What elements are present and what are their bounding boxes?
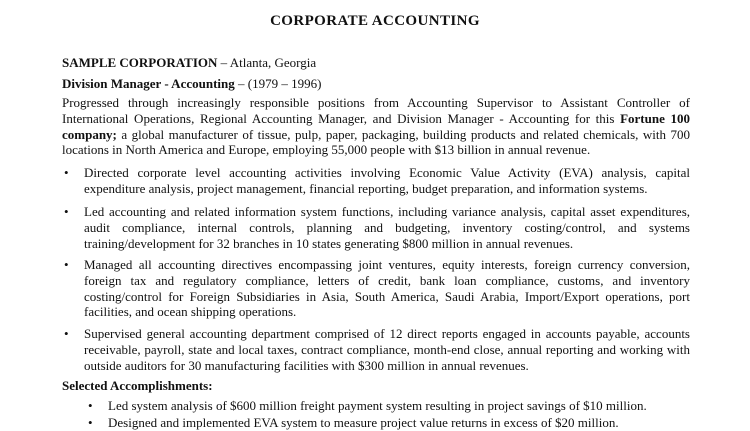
bullet-item — [62, 204, 690, 251]
accomplishment-item — [88, 415, 688, 431]
bullet-item — [62, 165, 690, 197]
bullet-icon: • — [88, 398, 93, 413]
position-separator: – — [234, 76, 248, 91]
accomplishments-heading: Selected Accomplishments: — [62, 378, 213, 393]
position-role: Division Manager - Accounting — [62, 76, 235, 91]
accomplishment-text: Designed and implemented EVA system to measure project value returns in excess of $20 million. — [108, 415, 619, 430]
bullet-icon: • — [64, 165, 69, 180]
company-line — [62, 55, 316, 71]
bullet-icon: • — [64, 204, 69, 219]
company-separator: – — [217, 55, 230, 70]
company-location: Atlanta, Georgia — [229, 55, 317, 70]
bullet-icon: • — [64, 326, 69, 341]
intro-bold-text: Fortune 100 company; — [62, 110, 690, 142]
company-name: SAMPLE CORPORATION — [62, 55, 218, 70]
bullet-icon: • — [64, 257, 69, 272]
position-line — [62, 76, 321, 92]
accomplishment-text: Led system analysis of $600 million freight payment system resulting in project savings of $10 million. — [108, 398, 647, 413]
bullet-item — [62, 326, 690, 373]
bullet-text: Led accounting and related information system functions, including variance analysis, capital asset expenditures, audit compliance, internal controls, planning and budgeting, inventory costing/control, and systems training/development for 32 branches in 10 states generating $800 million in annual revenues. — [84, 204, 690, 251]
position-years: (1979 – 1996) — [247, 76, 322, 91]
bullet-icon: • — [88, 415, 93, 430]
intro-text-2: a global manufacturer of tissue, pulp, paper, packaging, building products and related chemicals, with 700 locations in North America and Europe, employing 55,000 people with $13 billion in annual revenue. — [62, 126, 690, 158]
bullet-item — [62, 257, 690, 320]
accomplishment-item — [88, 398, 688, 414]
bullet-text: Managed all accounting directives encompassing joint ventures, equity interests, foreign currency conversion, foreign tax and regulatory compliance, letters of credit, bank loan compliance, customs, and inventory costing/control for Foreign Subsidiaries in Asia, South America, Saudi Arabia, Import/Export operations, port facilities, and ocean shipping operations. — [84, 257, 690, 320]
section-title: CORPORATE ACCOUNTING — [270, 13, 480, 29]
intro-paragraph — [62, 95, 690, 158]
intro-text-1: Progressed through increasingly responsible positions from Accounting Supervisor to Assistant Controller of International Operations, Regional Accounting Manager, and Division Manager - Accounting for this — [62, 95, 690, 126]
bullet-text: Supervised general accounting department comprised of 12 direct reports engaged in accounts payable, accounts receivable, payroll, state and local taxes, contract compliance, month-end close, annual reporting and working with outside auditors for 30 manufacturing facilities with $300 million in annual revenues. — [84, 326, 690, 373]
bullet-text: Directed corporate level accounting activities involving Economic Value Activity (EVA) analysis, capital expenditure analysis, project management, financial reporting, budget preparation, and information systems. — [84, 165, 690, 196]
